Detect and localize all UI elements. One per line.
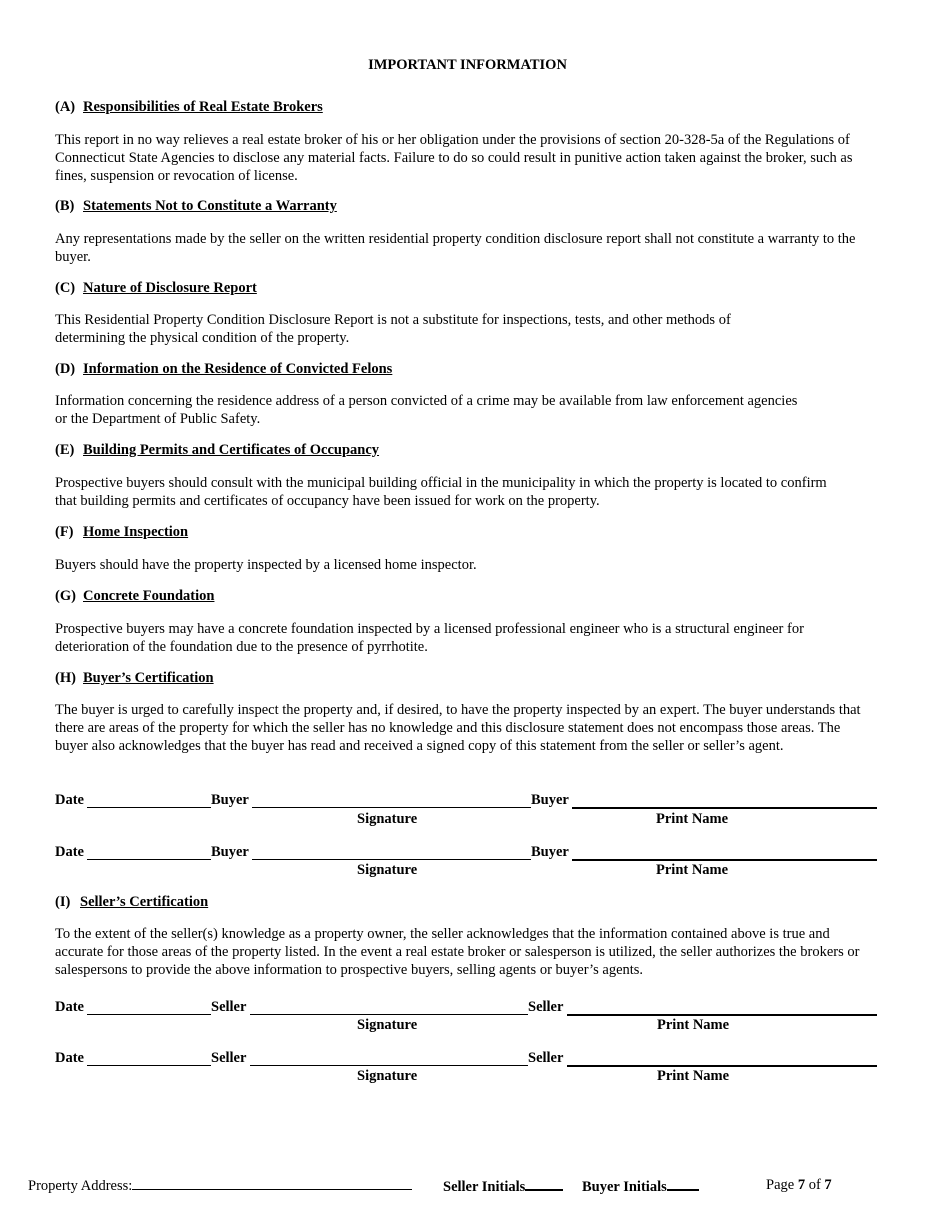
buyer-signature-row-1 — [55, 792, 877, 812]
buyer-name-label: Buyer — [531, 792, 569, 808]
seller-signature-field[interactable] — [250, 1014, 528, 1015]
buyer-print-name-field[interactable] — [572, 859, 877, 861]
page-current: 7 — [797, 1177, 806, 1193]
seller-signature-field[interactable] — [250, 1065, 528, 1066]
page-number — [766, 1177, 832, 1194]
section-letter: (B) — [55, 198, 75, 214]
buyer-signature-field[interactable] — [252, 807, 531, 808]
section-letter: (I) — [55, 894, 71, 910]
section-f-text: Buyers should have the property inspected by a licensed home inspector. — [55, 557, 477, 573]
section-letter: (D) — [55, 361, 76, 377]
seller-signature-row-2 — [55, 1050, 877, 1070]
buyer-initials — [582, 1177, 699, 1196]
seller-name-label: Seller — [528, 1050, 564, 1066]
section-c-heading — [55, 280, 257, 297]
page-prefix: Page — [766, 1177, 798, 1193]
section-e-text: Prospective buyers should consult with the municipal building official in the municipality in which the property is located to confirm that building permits and certificates of occupancy have been issued for work on the property. — [55, 475, 827, 509]
seller-initials — [443, 1177, 563, 1196]
section-f-heading — [55, 524, 188, 541]
seller-name-label: Seller — [528, 999, 564, 1015]
section-letter: (E) — [55, 442, 75, 458]
buyer-label: Buyer — [211, 844, 249, 860]
section-i-text: To the extent of the seller(s) knowledge as a property owner, the seller acknowledges that the information contained above is true and accurate for those areas of the property listed. In the event a real estate broker or salesperson is utilized, the seller authorizes the brokers or salespersons to provide the above information to prospective buyers, selling agents or buyer’s agents. — [55, 926, 860, 978]
section-b-text: Any representations made by the seller on the written residential property condition disclosure report shall not constitute a warranty to the buyer. — [55, 231, 856, 265]
section-title: Concrete Foundation — [83, 588, 215, 604]
section-letter: (H) — [55, 670, 76, 686]
seller-label: Seller — [211, 999, 247, 1015]
section-letter: (C) — [55, 280, 76, 296]
buyer-name-label: Buyer — [531, 844, 569, 860]
date-label: Date — [55, 792, 84, 808]
section-title: Statements Not to Constitute a Warranty — [83, 198, 337, 214]
section-g-text: Prospective buyers may have a concrete foundation inspected by a licensed professional engineer who is a structural engineer for deterioration of the foundation due to the presence of pyrrhotite. — [55, 621, 804, 655]
seller-signature-row-1 — [55, 999, 877, 1019]
section-title: Home Inspection — [83, 524, 189, 540]
section-title: Building Permits and Certificates of Occupancy — [83, 442, 380, 458]
section-d-text: Information concerning the residence address of a person convicted of a crime may be available from law enforcement agencies or the Department of Public Safety. — [55, 393, 798, 427]
date-field[interactable] — [87, 1065, 211, 1066]
page-of: of — [805, 1177, 825, 1193]
section-h-heading — [55, 670, 214, 687]
section-title: Seller’s Certification — [80, 894, 209, 910]
section-h-text: The buyer is urged to carefully inspect the property and, if desired, to have the property inspected by an expert. The buyer understands that there are areas of the property for which the seller has no knowledge and this disclosure statement does not encompass those areas. The buyer also acknowledges that the buyer has read and received a signed copy of this statement from the seller or seller’s agent. — [55, 702, 861, 754]
buyer-initials-field[interactable] — [667, 1177, 699, 1191]
date-field[interactable] — [87, 859, 211, 860]
date-label: Date — [55, 1050, 84, 1066]
seller-print-name-field[interactable] — [567, 1065, 877, 1067]
section-i-heading — [55, 894, 208, 911]
date-field[interactable] — [87, 1014, 211, 1015]
print-name-caption: Print Name — [656, 862, 729, 878]
seller-initials-label: Seller Initials — [443, 1179, 526, 1195]
section-letter: (F) — [55, 524, 74, 540]
date-field[interactable] — [87, 807, 211, 808]
section-g-heading — [55, 588, 214, 605]
page-title: IMPORTANT INFORMATION — [368, 57, 567, 73]
buyer-initials-label: Buyer Initials — [582, 1179, 667, 1195]
section-title: Information on the Residence of Convicted Felons — [83, 361, 393, 377]
print-name-caption: Print Name — [657, 1017, 730, 1033]
section-title: Responsibilities of Real Estate Brokers — [83, 99, 323, 115]
signature-caption: Signature — [357, 1068, 418, 1084]
signature-caption: Signature — [357, 811, 418, 827]
date-label: Date — [55, 844, 84, 860]
section-a-text: This report in no way relieves a real estate broker of his or her obligation under the provisions of section 20-328-5a of the Regulations of Connecticut State Agencies to disclose any material facts. Failure to do so could result in punitive action taken against the broker, such as fines, suspension or revocation of license. — [55, 132, 853, 184]
section-b-heading — [55, 198, 337, 215]
signature-caption: Signature — [357, 862, 418, 878]
seller-initials-field[interactable] — [525, 1177, 563, 1191]
buyer-signature-field[interactable] — [252, 859, 531, 860]
section-title: Buyer’s Certification — [83, 670, 214, 686]
section-d-heading — [55, 361, 392, 378]
print-name-caption: Print Name — [656, 811, 729, 827]
page-total: 7 — [824, 1177, 832, 1193]
print-name-caption: Print Name — [657, 1068, 730, 1084]
property-address-field[interactable] — [132, 1177, 412, 1190]
buyer-print-name-field[interactable] — [572, 807, 877, 809]
property-address-label: Property Address: — [28, 1178, 133, 1194]
date-label: Date — [55, 999, 84, 1015]
seller-print-name-field[interactable] — [567, 1014, 877, 1016]
section-letter: (A) — [55, 99, 76, 115]
seller-label: Seller — [211, 1050, 247, 1066]
section-e-heading — [55, 442, 379, 459]
section-title: Nature of Disclosure Report — [83, 280, 257, 296]
signature-caption: Signature — [357, 1017, 418, 1033]
buyer-signature-row-2 — [55, 844, 877, 864]
section-a-heading — [55, 99, 323, 116]
section-c-text: This Residential Property Condition Disclosure Report is not a substitute for inspections, tests, and other methods of determining the physical condition of the property. — [55, 312, 731, 346]
property-address — [28, 1177, 412, 1195]
section-letter: (G) — [55, 588, 76, 604]
buyer-label: Buyer — [211, 792, 249, 808]
